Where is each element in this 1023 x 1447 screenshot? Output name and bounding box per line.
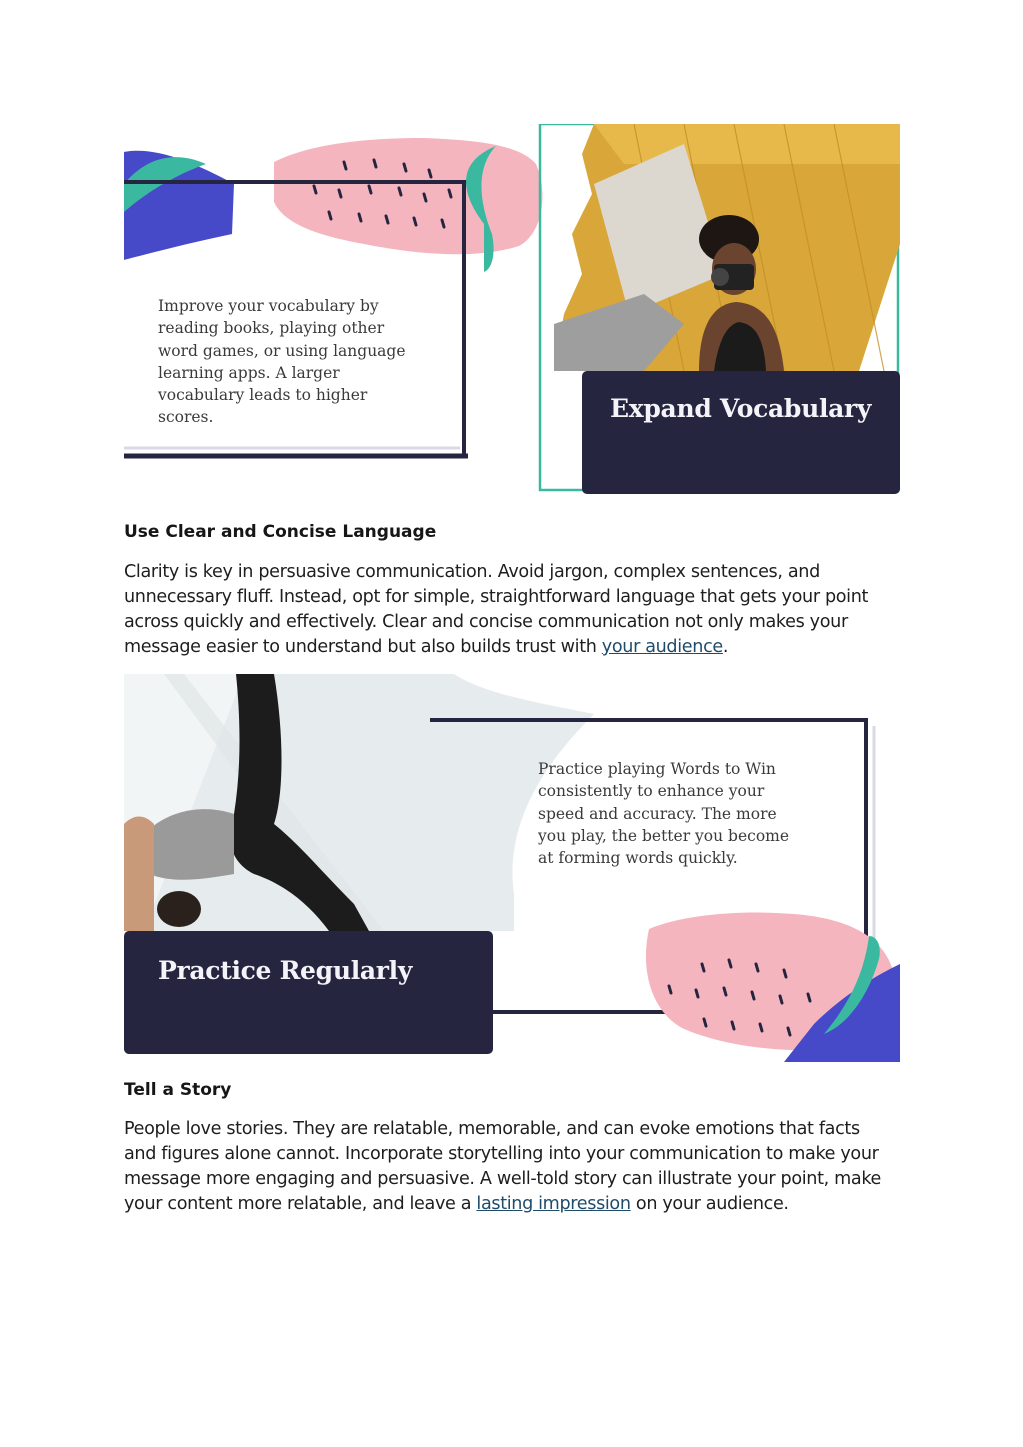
paragraph-text: People love stories. They are relatable, memorable, and can evoke emotions that facts and figures alone cannot. Incorporate storytelling into your communication to make your message more engaging and persuasive. A well-told story can illustrate your point, make your content more relatable, and leave a <box>124 1119 882 1214</box>
title-banner <box>124 931 493 1054</box>
pink-blob-shape <box>274 138 542 254</box>
section-paragraph <box>124 1117 894 1217</box>
paragraph-text-end: . <box>722 637 729 657</box>
paragraph-text-end: on your audience. <box>630 1194 789 1214</box>
expand-vocabulary-graphic <box>124 124 900 494</box>
lasting-impression-link[interactable]: lasting impression <box>476 1194 631 1214</box>
banner-title: Expand Vocabulary <box>610 394 872 423</box>
paragraph-text: Clarity is key in persuasive communication. Avoid jargon, complex sentences, and unnecessary fluff. Instead, opt for simple, straightforward language that gets your point across quickly and effectively. Clear and concise communication not only makes your message easier to understand but also builds trust with <box>124 562 869 657</box>
section-paragraph <box>124 560 894 660</box>
section-heading: Tell a Story <box>124 1080 232 1100</box>
section-heading: Use Clear and Concise Language <box>124 522 437 542</box>
title-banner <box>582 371 900 494</box>
card-text: Practice playing Words to Win consistently to enhance your speed and accuracy. The more you play, the better you become at forming words quickly. <box>538 760 790 868</box>
banner-title: Practice Regularly <box>158 956 413 985</box>
your-audience-link[interactable]: your audience <box>601 637 723 657</box>
practice-regularly-graphic <box>124 674 900 1062</box>
card-text: Improve your vocabulary by reading books, playing other word games, or using language learning apps. A larger vocabulary leads to higher scores. <box>158 297 406 427</box>
